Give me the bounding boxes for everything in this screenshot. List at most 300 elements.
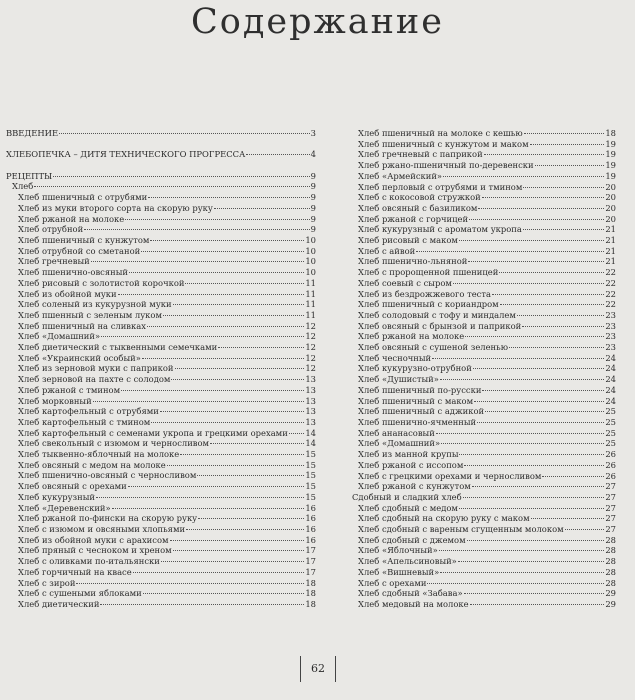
toc-leader-dots [482,197,605,198]
toc-entry-page: 16 [305,523,316,534]
toc-entry-title: Хлеб с сушеными яблоками [18,588,142,599]
toc-entry-page: 20 [605,192,616,203]
toc-entry-page: 12 [305,320,316,331]
toc-leader-dots [160,411,304,412]
toc-leader-dots [459,508,604,509]
toc-leader-dots [141,251,304,252]
toc-entry [6,492,316,503]
toc-entry-title: Хлеб из муки второго сорта на скорую руку [18,202,213,213]
toc-leader-dots [440,572,604,573]
toc-entry-title: Хлеб пшенично-ячменный [358,416,477,427]
toc-entry-title: Хлеб овсяный с сушеной зеленью [358,342,508,353]
toc-leader-dots [150,240,304,241]
toc-entry-page: 22 [605,288,616,299]
toc-leader-dots [465,336,604,337]
toc-entry-page: 9 [310,224,316,235]
toc-entry-page: 20 [605,202,616,213]
toc-entry-page: 24 [605,352,616,363]
toc-leader-dots [474,401,604,402]
toc-leader-dots [246,154,309,155]
toc-entry [346,374,616,385]
toc-entry-title: Хлеб ржаной с иссопом [358,459,464,470]
toc-entry-title: Хлеб медовый на молоке [358,598,469,609]
toc-entry-title: Хлеб рисовый с золотистой корочкой [18,277,185,288]
toc-entry-title: Хлеб с зирой [18,577,76,588]
toc-entry [6,246,316,257]
toc-entry-title: Хлеб из обойной муки с арахисом [18,534,169,545]
toc-entry-page: 22 [605,277,616,288]
toc-entry [346,449,616,460]
toc-entry [6,449,316,460]
toc-entry [6,353,316,364]
toc-entry-title: Хлеб сдобный на скорую руку с маком [358,513,530,524]
toc-entry [6,470,316,481]
toc-entry [346,438,616,449]
toc-leader-dots [180,454,304,455]
toc-entry-title: Хлеб пшенично-льняной [358,256,468,267]
toc-entry [6,192,316,203]
toc-leader-dots [467,540,605,541]
toc-entry [346,513,616,524]
toc-leader-dots [524,133,605,134]
toc-entry-page: 24 [605,395,616,406]
toc-entry-page: 12 [305,331,316,342]
toc-leader-dots [148,197,309,198]
toc-entry-title: Хлеб «Армейский» [358,170,443,181]
toc-entry-page: 24 [605,363,616,374]
toc-entry-title: Хлеб «Душистый» [358,374,439,385]
toc-leader-dots [143,593,305,594]
toc-leader-dots [128,486,305,487]
toc-leader-dots [473,368,605,369]
toc-entry-page: 10 [305,235,316,245]
toc-entry [346,278,616,289]
toc-leader-dots [198,518,304,519]
toc-entry-page: 26 [605,449,616,460]
toc-entry-title: Хлеб «Домашний» [18,331,101,342]
toc-entry-title: Хлеб свекольный с изюмом и черносливом [18,438,210,449]
toc-entry [346,246,616,257]
toc-entry-page: 19 [605,170,616,181]
toc-entry-title: Хлеб «Домашний» [358,438,441,449]
toc-entry-title: Хлеб диетический [18,598,100,609]
toc-entry [6,310,316,321]
toc-entry [6,406,316,417]
toc-entry-page: 13 [305,374,316,385]
toc-entry [346,235,616,246]
toc-leader-dots [440,379,604,380]
toc-entry-title: Хлеб ржаной по-фински на скорую руку [18,513,198,524]
toc-entry [6,460,316,471]
toc-entry-page: 15 [305,459,316,470]
toc-entry-title: Хлеб из обойной муки [18,288,117,299]
toc-entry-page: 17 [305,545,316,556]
toc-entry-page: 11 [305,309,316,320]
toc-entry [6,385,316,396]
toc-entry [6,556,316,567]
toc-entry-page: 9 [310,213,316,224]
toc-entry-title: Хлеб пшеничный на сливках [18,320,146,331]
toc-leader-dots [535,165,605,166]
toc-entry-page: 26 [605,470,616,481]
toc-entry-page: 14 [305,427,316,438]
toc-entry [6,417,316,428]
toc-entry-page: 17 [305,556,316,567]
toc-entry-title: Хлеб пшеничный с кунжутом [18,235,150,245]
toc-entry [346,224,616,235]
toc-entry-title: Хлеб с изюмом и овсяными хлопьями [18,523,186,534]
toc-entry-page: 14 [305,438,316,449]
toc-leader-dots [453,283,604,284]
toc-entry-title: Хлеб ржано-пшеничный по-деревенски [358,160,534,171]
toc-entry [6,171,316,182]
toc-leader-dots [173,550,305,551]
toc-leader-dots [171,379,304,380]
toc-leader-dots [214,208,310,209]
page-title: Содержание [191,2,444,42]
toc-entry-page: 16 [305,513,316,524]
toc-leader-dots [118,294,305,295]
toc-entry [346,331,616,342]
toc-leader-dots [509,347,604,348]
toc-entry-title: Хлеб картофельный с тмином [18,416,151,427]
toc-entry [346,492,616,503]
toc-leader-dots [427,583,604,584]
toc-leader-dots [472,486,605,487]
toc-entry-title: Хлеб солодовый с тофу и миндалем [358,309,516,320]
toc-entry-title: Хлеб «Вишневый» [358,566,440,577]
toc-leader-dots [432,358,604,359]
toc-leader-dots [478,208,604,209]
toc-entry [6,224,316,235]
toc-entry-title: Хлеб «Украинский особый» [18,352,141,363]
toc-entry-title: Хлеб ржаной с тмином [18,384,121,395]
toc-entry-page: 15 [305,481,316,492]
toc-leader-dots [218,347,304,348]
toc-entry-page: 11 [305,288,316,299]
toc-entry [346,149,616,160]
toc-entry-page: 21 [605,245,616,256]
toc-entry-page: 11 [305,299,316,310]
toc-entry-title: Хлеб отрубной [18,224,84,235]
toc-leader-dots [121,390,304,391]
toc-entry-page: 21 [605,235,616,246]
toc-entry-page: 15 [305,449,316,460]
toc-entry-page: 10 [305,267,316,278]
toc-entry-title: Хлеб пшеничный с маком [358,395,474,406]
toc-entry [6,545,316,556]
toc-entry-title: Хлеб сдобный «Забава» [358,588,463,599]
toc-leader-dots [441,443,604,444]
toc-leader-dots [500,304,605,305]
toc-entry [6,235,316,246]
toc-entry-page: 29 [605,588,616,599]
toc-entry [346,385,616,396]
toc-leader-dots [91,261,305,262]
toc-entry-title: Хлеб с грецкими орехами и черносливом [358,470,542,481]
toc-entry-page: 16 [305,534,316,545]
toc-leader-dots [443,176,604,177]
toc-entry-title: Хлеб с оливками по-итальянски [18,556,160,567]
toc-entry-page: 28 [605,545,616,556]
toc-entry-title: Сдобный и сладкий хлеб [352,491,462,502]
toc-entry-page: 21 [605,256,616,267]
toc-leader-dots [175,368,305,369]
toc-entry-page: 18 [305,598,316,609]
toc-entry-page: 23 [605,320,616,331]
toc-entry-title: Хлеб кукурузно-отрубной [358,363,472,374]
toc-entry-title: Хлеб овсяный с орехами [18,481,127,492]
toc-entry [6,256,316,267]
toc-entry-page: 4 [310,149,316,160]
toc-entry-title: Хлеб ржаной с горчицей [358,213,469,224]
toc-entry-title: Хлеб ржаной на молоке [18,213,125,224]
toc-entry [346,192,616,203]
toc-entry-page: 13 [305,406,316,417]
toc-entry [346,363,616,374]
toc-entry-page: 17 [305,566,316,577]
toc-entry-page: 22 [605,299,616,310]
toc-entry-title: Хлеб с айвой [358,245,416,256]
toc-entry [6,289,316,300]
toc-entry-title: Хлеб зерновой на пахте с солодом [18,374,171,385]
toc-leader-dots [96,497,304,498]
toc-entry-title: Хлеб сдобный с джемом [358,534,466,545]
toc-entry-title: Хлеб картофельный с отрубями [18,406,159,417]
toc-entry [6,481,316,492]
toc-entry [346,556,616,567]
toc-leader-dots [436,433,605,434]
toc-leader-dots [499,272,604,273]
toc-spacer [6,139,316,150]
toc-entry [346,321,616,332]
toc-entry-title: Хлеб соленый из кукурузной муки [18,299,172,310]
toc-entry-page: 28 [605,577,616,588]
toc-leader-dots [185,283,304,284]
toc-entry [6,513,316,524]
toc-entry-title: Хлеб отрубной со сметаной [18,245,141,256]
toc-entry-title: Хлеб гречневый с паприкой [358,149,483,160]
toc-entry-page: 9 [310,181,316,192]
toc-entry-page: 18 [305,588,316,599]
toc-leader-dots [416,251,604,252]
toc-entry [346,267,616,278]
toc-entry [6,396,316,407]
toc-entry-page: 23 [605,342,616,353]
page-number: 62 [300,656,336,682]
toc-entry [346,128,616,139]
toc-leader-dots [458,561,605,562]
toc-entry-page: 19 [605,138,616,149]
toc-entry-title: Хлеб пшеничный на молоке с кешью [358,128,523,138]
toc-entry-title: Хлеб «Яблочный» [358,545,438,556]
toc-leader-dots [542,476,604,477]
toc-leader-dots [484,154,605,155]
toc-entry [6,342,316,353]
toc-entry [346,289,616,300]
toc-entry [6,567,316,578]
toc-entry-page: 21 [605,224,616,235]
toc-entry [346,353,616,364]
toc-entry [6,524,316,535]
toc-leader-dots [101,336,304,337]
toc-entry [346,599,616,610]
toc-leader-dots [468,261,604,262]
toc-entry-title: Хлеб пшеничный с аджикой [358,406,485,417]
toc-entry [6,321,316,332]
toc-entry-page: 13 [305,384,316,395]
toc-leader-dots [531,518,605,519]
toc-entry-title: Хлеб морковный [18,395,92,406]
toc-leader-dots [167,465,305,466]
toc-entry-title: Хлеб рисовый с маком [358,235,458,246]
toc-entry [6,278,316,289]
toc-entry-page: 25 [605,438,616,449]
toc-leader-dots [522,326,604,327]
toc-entry-page: 27 [605,491,616,502]
toc-entry-page: 19 [605,160,616,171]
toc-entry [346,524,616,535]
toc-entry-title: Хлеб гречневый [18,256,90,267]
toc-leader-dots [76,583,304,584]
toc-entry-title: Хлеб из зерновой муки с паприкой [18,363,174,374]
toc-entry-page: 27 [605,481,616,492]
toc-entry-title: Хлеб пшеничный по-русски [358,384,482,395]
toc-leader-dots [84,229,310,230]
toc-entry-title: Хлеб пшенный с зеленым луком [18,309,162,320]
toc-entry-page: 15 [305,470,316,481]
toc-entry-title: Хлеб диетический с тыквенными семечками [18,342,218,353]
toc-entry-title: Хлеб «Апельсиновый» [358,556,457,567]
toc-entry-title: Хлеб картофельный с семенами укропа и грецкими орехами [18,427,288,438]
toc-entry-title: Хлеб кукурузный с ароматом укропа [358,224,522,235]
toc-leader-dots [459,454,604,455]
toc-leader-dots [186,529,304,530]
toc-entry-page: 25 [605,427,616,438]
toc-leader-dots [125,219,309,220]
toc-leader-dots [163,315,304,316]
toc-entry-title: Хлеб чесночный [358,352,432,363]
toc-entry [6,203,316,214]
toc-leader-dots [523,187,604,188]
toc-entry [346,460,616,471]
toc-entry-page: 3 [310,128,316,138]
toc-leader-dots [197,475,304,476]
toc-entry-title: Хлеб кукурузный [18,491,95,502]
toc-leader-dots [210,443,304,444]
toc-entry-page: 23 [605,309,616,320]
toc-leader-dots [523,229,604,230]
toc-entry [346,396,616,407]
toc-leader-dots [147,326,304,327]
toc-entry-page: 28 [605,566,616,577]
toc-entry-page: 10 [305,256,316,267]
toc-right-column [346,128,616,610]
toc-entry-page: 27 [605,502,616,513]
toc-entry-title: Хлеб пшеничный с кунжутом и маком [358,138,529,149]
toc-entry-title: Хлеб перловый с отрубями и тмином [358,181,523,192]
toc-entry [346,299,616,310]
toc-entry-page: 13 [305,416,316,427]
toc-entry [346,471,616,482]
toc-entry-page: 10 [305,245,316,256]
toc-entry-title: Хлеб соевый с сыром [358,277,452,288]
toc-entry [6,535,316,546]
toc-leader-dots [530,144,605,145]
toc-leader-dots [482,390,604,391]
toc-leader-dots [53,176,309,177]
toc-leader-dots [463,497,605,498]
toc-leader-dots [565,529,605,530]
toc-entry [346,171,616,182]
toc-leader-dots [492,294,604,295]
toc-entry-page: 13 [305,395,316,406]
toc-leader-dots [464,593,605,594]
toc-entry-page: 9 [310,202,316,213]
toc-leader-dots [459,240,604,241]
toc-entry [346,310,616,321]
toc-entry-title: РЕЦЕПТЫ [6,170,53,181]
toc-entry [346,342,616,353]
toc-entry-title: ВВЕДЕНИЕ [6,128,59,138]
toc-leader-dots [170,540,305,541]
toc-entry-page: 24 [605,384,616,395]
toc-leader-dots [133,572,305,573]
toc-entry-title: Хлеб овсяный с брынзой и паприкой [358,320,522,331]
toc-entry-page: 19 [605,149,616,160]
toc-entry-title: Хлеб пряный с чесноком и хреном [18,545,172,556]
toc-entry [346,406,616,417]
toc-entry-title: Хлеб овсяный с медом на молоке [18,459,166,470]
toc-entry-title: Хлеб из бездрожжевого теста [358,288,492,299]
toc-entry-page: 18 [305,577,316,588]
toc-entry-page: 9 [310,170,316,181]
toc-entry-page: 22 [605,267,616,278]
toc-entry-title: Хлеб пшенично-овсяный с черносливом [18,470,197,481]
toc-entry [346,139,616,150]
toc-entry [6,578,316,589]
toc-entry-title: Хлеб пшенично-овсяный [18,267,128,278]
toc-entry-page: 20 [605,213,616,224]
toc-leader-dots [464,465,604,466]
toc-entry [6,363,316,374]
toc-entry [346,535,616,546]
toc-entry [6,331,316,342]
toc-entry-title: Хлеб овсяный с базиликом [358,202,478,213]
toc-entry-page: 29 [605,598,616,609]
toc-entry [6,299,316,310]
toc-entry [6,588,316,599]
toc-entry-title: Хлеб с орехами [358,577,427,588]
toc-entry-page: 25 [605,406,616,417]
toc-entry [346,203,616,214]
toc-entry [6,374,316,385]
toc-entry-page: 18 [605,128,616,138]
toc-entry [6,128,316,139]
toc-entry [6,181,316,192]
toc-entry [6,214,316,225]
toc-entry-title: Хлеб из манной крупы [358,449,459,460]
toc-entry-title: Хлеб ананасовый [358,427,435,438]
toc-entry-page: 12 [305,342,316,353]
toc-entry-page: 12 [305,363,316,374]
toc-entry-title: Хлеб пшеничный с кориандром [358,299,499,310]
toc-entry-page: 15 [305,491,316,502]
toc-leader-dots [439,550,605,551]
toc-entry-page: 28 [605,534,616,545]
toc-entry [346,578,616,589]
toc-entry [346,545,616,556]
